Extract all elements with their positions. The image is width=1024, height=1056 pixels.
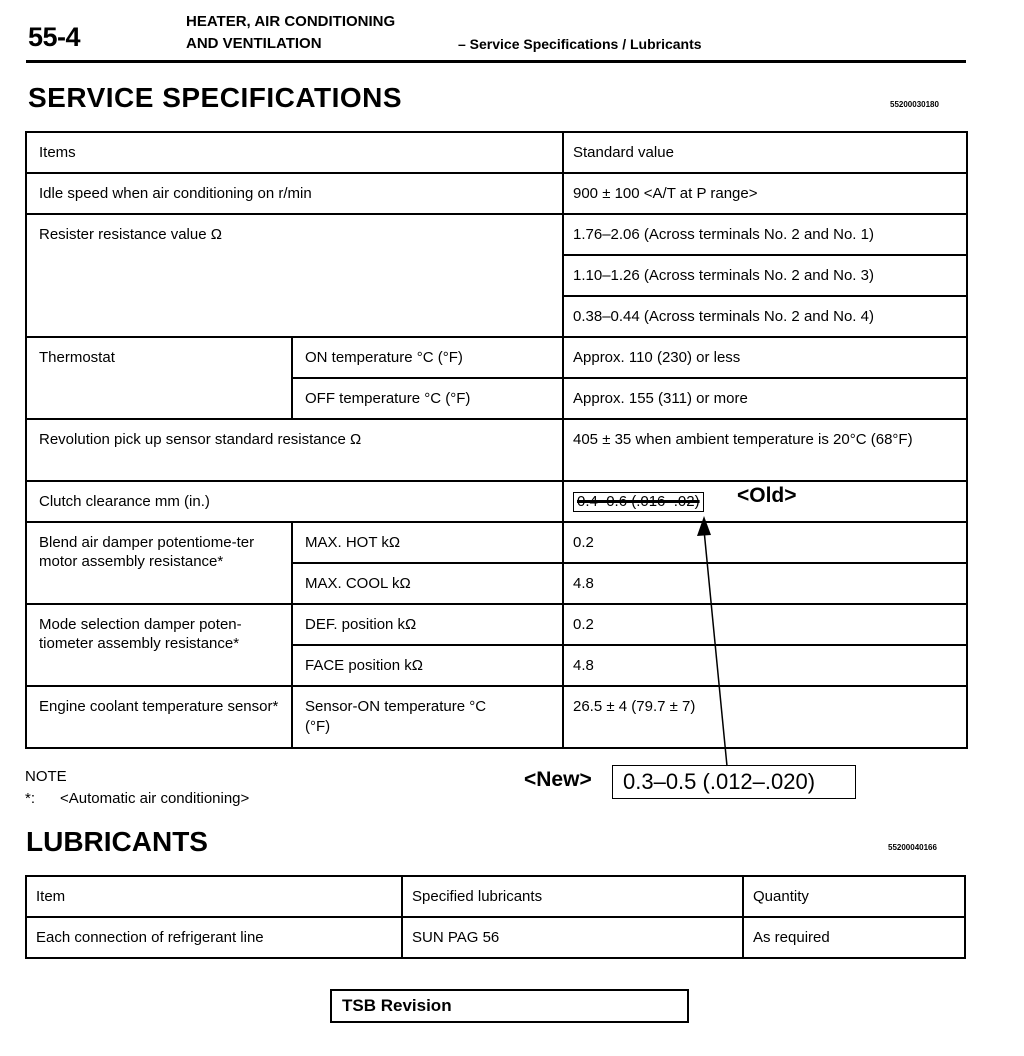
new-value-box: 0.3–0.5 (.012–.020) <box>612 765 856 799</box>
thermostat-item: Thermostat <box>26 337 292 419</box>
table-row <box>26 419 967 481</box>
note-title: NOTE <box>25 768 67 785</box>
header-items: Items <box>26 132 563 173</box>
coolant-sensor-item: Engine coolant temperature sensor* <box>26 686 292 748</box>
lubricant-quantity: As required <box>743 917 965 958</box>
table-row <box>26 917 965 958</box>
mode-def-value: 0.2 <box>563 604 967 645</box>
table-header-row <box>26 876 965 917</box>
revolution-sensor-value: 405 ± 35 when ambient temperature is 20°C (68°F) <box>563 419 967 481</box>
resistor-value-3: 0.38–0.44 (Across terminals No. 2 and No. 4) <box>563 296 967 337</box>
lubricant-item: Each connection of refrigerant line <box>26 917 402 958</box>
lubricants-heading: LUBRICANTS <box>26 826 208 857</box>
service-specifications-table <box>25 131 968 749</box>
table-row <box>26 337 967 378</box>
mode-face-label: FACE position kΩ <box>292 645 563 686</box>
table-row <box>26 686 967 748</box>
tsb-revision-box: TSB Revision <box>330 989 689 1023</box>
table-row <box>26 214 967 255</box>
mode-face-value: 4.8 <box>563 645 967 686</box>
page-number: 55-4 <box>28 22 81 52</box>
section-title-line2: AND VENTILATION <box>186 35 322 52</box>
header-rule <box>26 60 966 63</box>
note-text: <Automatic air conditioning> <box>60 790 250 807</box>
lubricant-specified: SUN PAG 56 <box>402 917 743 958</box>
blend-damper-item: Blend air damper potentiome-ter motor assembly resistance* <box>26 522 292 604</box>
resistor-value-1: 1.76–2.06 (Across terminals No. 2 and No. 1) <box>563 214 967 255</box>
clutch-clearance-item: Clutch clearance mm (in.) <box>26 481 563 522</box>
header-quantity: Quantity <box>743 876 965 917</box>
thermostat-off-value: Approx. 155 (311) or more <box>563 378 967 419</box>
table-header-row <box>26 132 967 173</box>
header-specified-lubricants: Specified lubricants <box>402 876 743 917</box>
section-subtitle: – Service Specifications / Lubricants <box>458 36 702 52</box>
table-row <box>26 481 967 522</box>
blend-max-hot-label: MAX. HOT kΩ <box>292 522 563 563</box>
service-specifications-heading: SERVICE SPECIFICATIONS <box>28 82 403 113</box>
note-line <box>25 790 249 807</box>
mode-def-label: DEF. position kΩ <box>292 604 563 645</box>
lubricants-table <box>25 875 966 959</box>
idle-speed-value: 900 ± 100 <A/T at P range> <box>563 173 967 214</box>
thermostat-off-label: OFF temperature °C (°F) <box>292 378 563 419</box>
note-marker: *: <box>25 790 36 807</box>
thermostat-on-label: ON temperature °C (°F) <box>292 337 563 378</box>
section-title-line1: HEATER, AIR CONDITIONING <box>186 13 396 30</box>
new-value-label: <New> <box>524 768 592 791</box>
resistor-item: Resister resistance value Ω <box>26 214 563 337</box>
idle-speed-item: Idle speed when air conditioning on r/min <box>26 173 563 214</box>
spec-reference-code: 55200030180 <box>890 100 939 109</box>
table-row <box>26 522 967 563</box>
old-value-label: <Old> <box>737 484 797 507</box>
lubricants-reference-code: 55200040166 <box>888 843 937 852</box>
clutch-clearance-old-value: 0.4–0.6 (.016–.02) <box>573 492 704 512</box>
blend-max-cool-label: MAX. COOL kΩ <box>292 563 563 604</box>
header-item: Item <box>26 876 402 917</box>
table-row <box>26 173 967 214</box>
mode-damper-item: Mode selection damper poten-tiometer assembly resistance* <box>26 604 292 686</box>
coolant-sensor-label: Sensor-ON temperature °C (°F) <box>292 686 563 748</box>
header-standard-value: Standard value <box>563 132 967 173</box>
thermostat-on-value: Approx. 110 (230) or less <box>563 337 967 378</box>
resistor-value-2: 1.10–1.26 (Across terminals No. 2 and No. 3) <box>563 255 967 296</box>
table-row <box>26 604 967 645</box>
blend-max-cool-value: 4.8 <box>563 563 967 604</box>
coolant-sensor-value: 26.5 ± 4 (79.7 ± 7) <box>563 686 967 748</box>
revolution-sensor-item: Revolution pick up sensor standard resistance Ω <box>26 419 563 481</box>
blend-max-hot-value: 0.2 <box>563 522 967 563</box>
